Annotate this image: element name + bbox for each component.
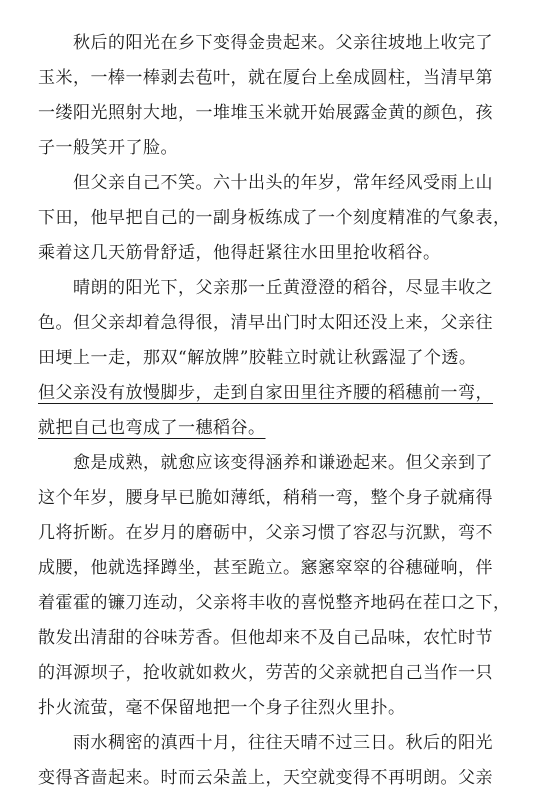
text-line: 下田，他早把自己的一副身板练成了一个刻度精准的气象表， [38,208,511,228]
text-line: 晴朗的阳光下，父亲那一丘黄澄澄的稻谷，尽显丰收之 [38,278,493,298]
text-line: 这个年岁，腰身早已脆如薄纸，稍稍一弯，整个身子就痛得 [38,488,493,508]
text-line: 扑火流萤，毫不保留地把一个身子往烈火里扑。 [38,698,406,718]
text-line: 色。但父亲却着急得很，清早出门时太阳还没上来，父亲往 [38,313,493,333]
text-line: 秋后的阳光在乡下变得金贵起来。父亲往坡地上收完了 [38,33,493,53]
text-line: 成腰，他就选择蹲坐，甚至跪立。窸窸窣窣的谷穗碰响，伴 [38,558,493,578]
text-line: 的洱源坝子，抢收就如救火，劳苦的父亲就把自己当作一只 [38,663,493,683]
text-line: 着霍霍的镰刀连动，父亲将丰收的喜悦整齐地码在茬口之下， [38,593,511,613]
underlined-text-line: 就把自己也弯成了一穗稻谷。 [38,418,266,438]
text-line: 散发出清甜的谷味芳香。但他却来不及自己品味，农忙时节 [38,628,493,648]
text-line: 变得吝啬起来。时而云朵盖上，天空就变得不再明朗。父亲 [38,768,493,788]
text-line: 一缕阳光照射大地，一堆堆玉米就开始展露金黄的颜色，孩 [38,103,493,123]
text-line: 乘着这几天筋骨舒适，他得赶紧往水田里抢收稻谷。 [38,243,441,263]
underlined-text-line: 但父亲没有放慢脚步，走到自家田里往齐腰的稻穗前一弯， [38,383,493,403]
text-line: 子一般笑开了脸。 [38,138,178,158]
text-line: 玉米，一棒一棒剥去苞叶，就在厦台上垒成圆柱，当清早第 [38,68,493,88]
text-line: 愈是成熟，就愈应该变得涵养和谦逊起来。但父亲到了 [38,453,493,473]
text-line: 雨水稠密的滇西十月，往往天晴不过三日。秋后的阳光 [38,733,493,753]
text-line: 田埂上一走，那双“解放牌”胶鞋立时就让秋露湿了个透。 [38,348,477,368]
text-line: 但父亲自己不笑。六十出头的年岁，常年经风受雨上山 [38,173,493,193]
text-line: 几将折断。在岁月的磨砺中，父亲习惯了容忍与沉默，弯不 [38,523,493,543]
